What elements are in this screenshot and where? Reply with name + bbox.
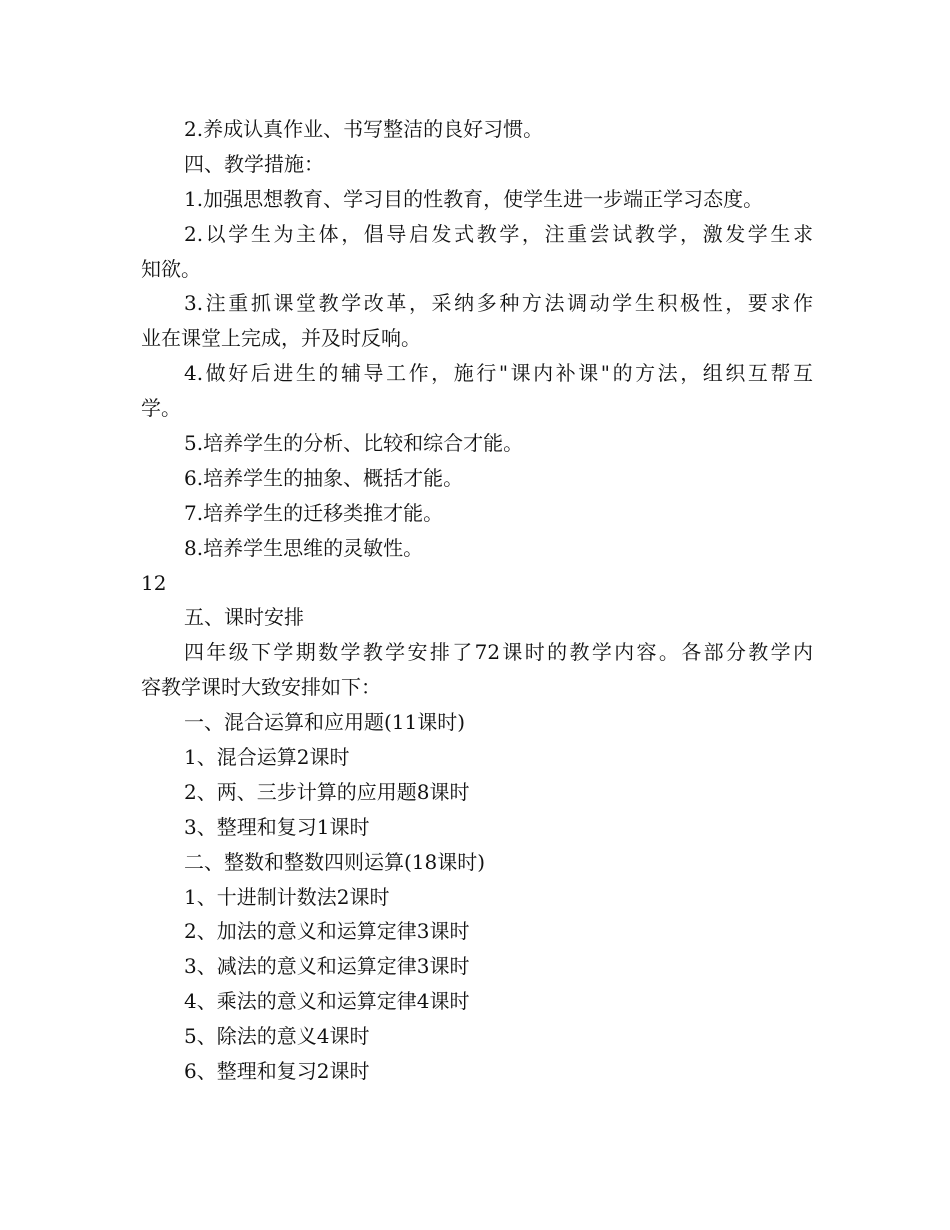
document-body (141, 112, 813, 1089)
list-item-unit1-1: 1、混合运算2课时 (184, 745, 350, 770)
list-item-measure-4: 4.做好后进生的辅导工作，施行"课内补课"的方法，组织互帮互 (184, 361, 813, 386)
list-item-measure-1: 1.加强思想教育、学习目的性教育，使学生进一步端正学习态度。 (184, 186, 764, 211)
list-item-measure-8: 8.培养学生思维的灵敏性。 (184, 535, 424, 560)
list-item-measure-2-cont: 知欲。 (141, 256, 201, 281)
list-item-measure-4-cont: 学。 (141, 396, 181, 421)
list-item-measure-6: 6.培养学生的抽象、概括才能。 (184, 465, 464, 490)
unit-heading-integers: 二、整数和整数四则运算(18课时) (184, 849, 486, 874)
list-item-unit2-1: 1、十进制计数法2课时 (184, 884, 390, 909)
paragraph-schedule-intro-cont: 容教学课时大致安排如下： (141, 675, 381, 700)
list-item-habit: 2.养成认真作业、书写整洁的良好习惯。 (184, 117, 544, 141)
section-heading-schedule: 五、课时安排 (184, 605, 304, 630)
list-item-unit2-3: 3、减法的意义和运算定律3课时 (184, 954, 470, 979)
section-heading-measures: 四、教学措施： (184, 151, 324, 176)
list-item-unit1-2: 2、两、三步计算的应用题8课时 (184, 779, 470, 804)
list-item-unit1-3: 3、整理和复习1课时 (184, 814, 370, 839)
list-item-measure-3-cont: 业在课堂上完成，并及时反响。 (141, 326, 421, 351)
list-item-measure-7: 7.培养学生的迁移类推才能。 (184, 500, 444, 525)
list-item-measure-5: 5.培养学生的分析、比较和综合才能。 (184, 431, 524, 456)
list-item-unit2-6: 6、整理和复习2课时 (184, 1059, 370, 1084)
paragraph-schedule-intro: 四年级下学期数学教学安排了72课时的教学内容。各部分教学内 (184, 640, 813, 665)
list-item-measure-2: 2.以学生为主体，倡导启发式教学，注重尝试教学，激发学生求 (184, 221, 813, 246)
list-item-unit2-5: 5、除法的意义4课时 (184, 1024, 370, 1049)
list-item-unit2-2: 2、加法的意义和运算定律3课时 (184, 919, 470, 944)
page-number: 12 (141, 570, 167, 595)
unit-heading-mixed-operations: 一、混合运算和应用题(11课时) (184, 710, 466, 735)
list-item-unit2-4: 4、乘法的意义和运算定律4课时 (184, 989, 470, 1014)
list-item-measure-3: 3.注重抓课堂教学改革，采纳多种方法调动学生积极性，要求作 (184, 291, 813, 316)
